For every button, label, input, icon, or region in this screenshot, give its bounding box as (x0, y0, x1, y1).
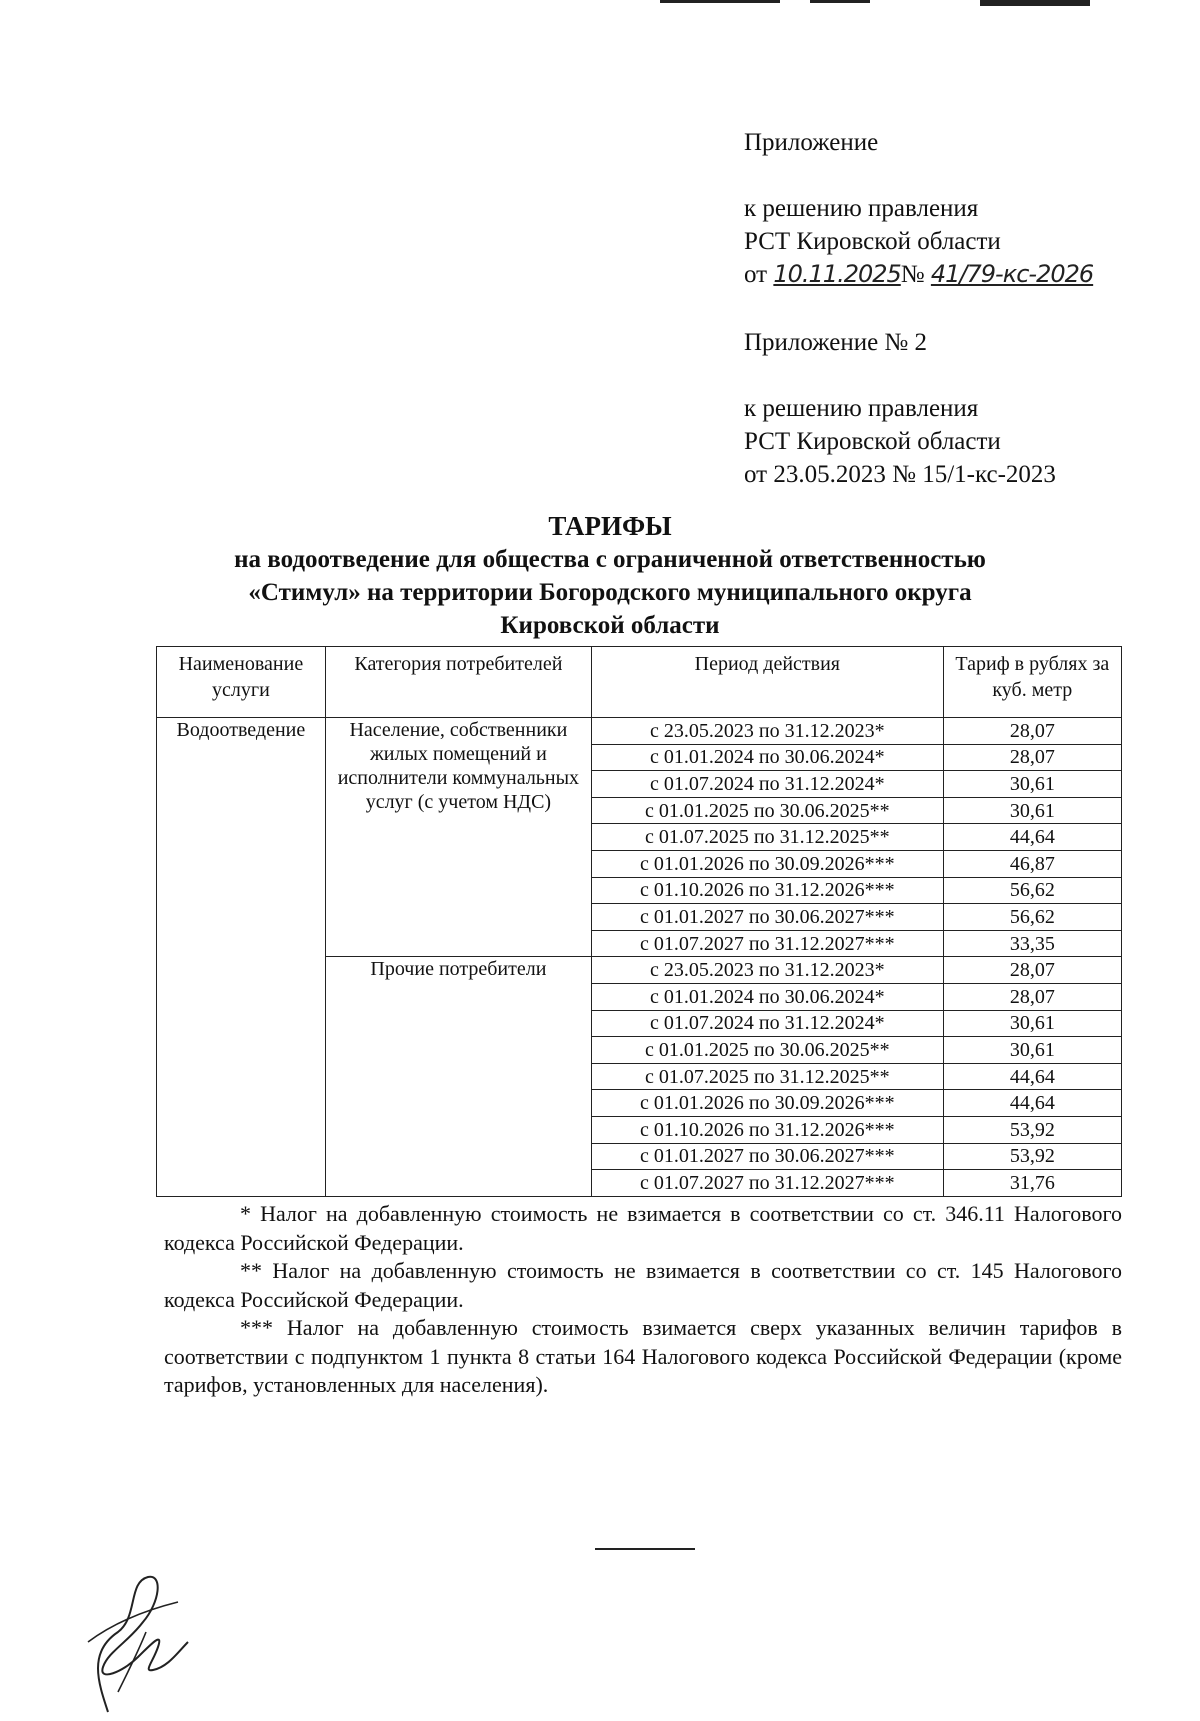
service-cell: Водоотведение (157, 718, 326, 1197)
tariff-cell: 53,92 (943, 1116, 1121, 1143)
appendix-decision-line: к решению правления (744, 395, 979, 422)
header-service: Наименование услуги (157, 647, 326, 718)
period-cell: с 01.01.2024 по 30.06.2024* (592, 983, 944, 1010)
date-prefix: от (744, 261, 768, 288)
end-separator-line (595, 1548, 695, 1550)
header-category: Категория потребителей (325, 647, 591, 718)
period-cell: с 01.01.2027 по 30.06.2027*** (592, 904, 944, 931)
period-cell: с 01.01.2024 по 30.06.2024* (592, 744, 944, 771)
tariff-cell: 30,61 (943, 1037, 1121, 1064)
category-cell-population: Население, собственники жилых помещений и исполнители коммунальных услуг (с учетом НДС) (325, 718, 591, 957)
appendix-title: Приложение № 2 (744, 329, 928, 356)
tariff-cell: 28,07 (943, 718, 1121, 745)
tariff-cell: 46,87 (943, 850, 1121, 877)
tariff-cell: 44,64 (943, 824, 1121, 851)
footnote-1: * Налог на добавленную стоимость не взимается в соответствии со ст. 346.11 Налогового кодекса Российской Федерации. (164, 1201, 1122, 1255)
tariff-cell: 44,64 (943, 1090, 1121, 1117)
period-cell: с 01.07.2027 по 31.12.2027*** (592, 930, 944, 957)
tariff-cell: 30,61 (943, 1010, 1121, 1037)
footnote-3: *** Налог на добавленную стоимость взимается сверх указанных величин тарифов в соответствии с подпунктом 1 пункта 8 статьи 164 Налогового кодекса Российской Федерации (кроме тарифов, установленных для населения). (164, 1315, 1122, 1397)
period-cell: с 01.01.2026 по 30.09.2026*** (592, 1090, 944, 1117)
period-cell: с 23.05.2023 по 31.12.2023* (592, 957, 944, 984)
signature-icon (68, 1572, 198, 1717)
period-cell: с 01.10.2026 по 31.12.2026*** (592, 877, 944, 904)
period-cell: с 01.01.2025 по 30.06.2025** (592, 797, 944, 824)
tariff-cell: 56,62 (943, 877, 1121, 904)
tariff-cell: 28,07 (943, 957, 1121, 984)
tariff-cell: 28,07 (943, 744, 1121, 771)
period-cell: с 01.07.2025 по 31.12.2025** (592, 824, 944, 851)
appendix-date-number-line: от 23.05.2023 № 15/1-кс-2023 (744, 461, 1056, 488)
appendix-date-number-line (744, 258, 1093, 291)
appendix-title: Приложение (744, 129, 879, 156)
tariff-cell: 31,76 (943, 1170, 1121, 1197)
header-period: Период действия (592, 647, 944, 718)
period-cell: с 01.01.2025 по 30.06.2025** (592, 1037, 944, 1064)
period-cell: с 23.05.2023 по 31.12.2023* (592, 718, 944, 745)
handwritten-number: 41/79-кс-2026 (930, 260, 1094, 288)
period-cell: с 01.10.2026 по 31.12.2026*** (592, 1116, 944, 1143)
tariff-table (156, 646, 1122, 1197)
period-cell: с 01.07.2027 по 31.12.2027*** (592, 1170, 944, 1197)
title-line-1: на водоотведение для общества с ограниченной ответственностью (234, 546, 986, 573)
period-cell: с 01.01.2026 по 30.09.2026*** (592, 850, 944, 877)
header-tariff: Тариф в рублях за куб. метр (943, 647, 1121, 718)
appendix-reference-current (744, 126, 1093, 291)
tariff-cell: 53,92 (943, 1143, 1121, 1170)
tariff-cell: 33,35 (943, 930, 1121, 957)
number-sign: № (900, 261, 925, 288)
title-line-3: Кировской области (500, 612, 720, 639)
tariff-cell: 28,07 (943, 983, 1121, 1010)
appendix-reference-original (744, 326, 1056, 491)
footnote-2: ** Налог на добавленную стоимость не взимается в соответствии со ст. 145 Налогового кодекса Российской Федерации. (164, 1258, 1122, 1312)
tariff-cell: 30,61 (943, 771, 1121, 798)
period-cell: с 01.01.2027 по 30.06.2027*** (592, 1143, 944, 1170)
document-title (130, 510, 1090, 642)
appendix-authority-line: РСТ Кировской области (744, 228, 1001, 255)
footnotes (164, 1200, 1122, 1400)
tariff-cell: 44,64 (943, 1063, 1121, 1090)
tariff-cell: 30,61 (943, 797, 1121, 824)
appendix-authority-line: РСТ Кировской области (744, 428, 1001, 455)
period-cell: с 01.07.2024 по 31.12.2024* (592, 1010, 944, 1037)
handwritten-date: 10.11.2025 (773, 260, 901, 288)
scan-artifact-marks (600, 0, 1100, 8)
tariff-cell: 56,62 (943, 904, 1121, 931)
category-cell-other: Прочие потребители (325, 957, 591, 1196)
table-row (157, 718, 1122, 745)
period-cell: с 01.07.2025 по 31.12.2025** (592, 1063, 944, 1090)
appendix-decision-line: к решению правления (744, 195, 979, 222)
title-line-2: «Стимул» на территории Богородского муниципального округа (248, 579, 972, 606)
period-cell: с 01.07.2024 по 31.12.2024* (592, 771, 944, 798)
table-header-row (157, 647, 1122, 718)
title-main: ТАРИФЫ (548, 511, 672, 541)
